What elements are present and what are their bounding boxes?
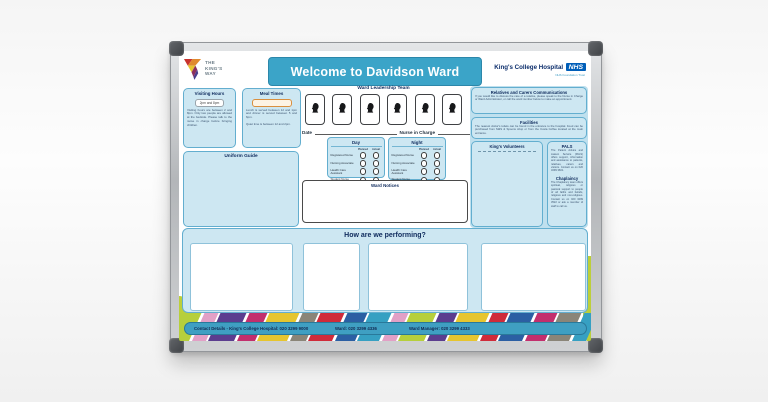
count-circle [373,160,380,167]
day-table-title: Day [331,140,382,147]
count-circle [421,152,428,159]
volunteers-title: King's Volunteers [489,144,525,149]
count-circle [434,168,441,175]
row-label: Health Care Assistant [330,167,346,175]
nhs-logo-block [494,63,586,77]
kings-way-line3: WAY [205,71,216,76]
footer-contact-bar [184,322,587,335]
facilities-panel [471,117,587,139]
actual-column-header: Actual [372,147,380,151]
footer-ward-number: Ward: 020 3299 4336 [335,326,377,332]
staff-photo-frame [332,94,352,125]
volunteers-write-line [478,151,536,152]
row-label: Nursing Associate [330,161,354,166]
kings-way-line1: THE [205,60,216,65]
performance-chart-placeholder [368,243,468,311]
footer-contact: Contact Details - King's College Hospital: 020 3299 9000 [194,326,309,332]
nurse-write-line [438,129,472,135]
performance-title: How are we performing? [344,232,426,239]
performance-chart-placeholder [481,243,586,311]
row-label: Registered Nurse [330,152,353,157]
count-circle [434,152,441,159]
person-silhouette-icon [336,100,348,119]
ward-notices-title: Ward Notices [371,183,399,188]
uniform-guide-panel [183,151,299,227]
footer-ward-manager: Ward Manager: 020 3299 4333 [409,326,470,332]
kings-way-wordmark [205,57,222,85]
planned-column-header: Planned [418,147,430,151]
meal-times-body2: Quiet time is between 12 and 2pm. [246,121,291,126]
ward-title-banner: Welcome to Davidson Ward [268,57,482,86]
kings-way-line2: KING'S [205,65,223,71]
trust-name: NHS Foundation Trust [555,72,585,77]
frame-corner-cap [588,41,603,56]
board-surface [179,51,591,341]
relatives-body: If you would like to discuss the care of a relative, please speak to the Nurse in Charge or Ward Administrator, or call the ward number below to make an appointment. [475,93,583,102]
nhs-logo: NHS [566,63,586,71]
performance-chart-placeholder [303,243,360,311]
night-table-title: Night [392,140,443,147]
meal-times-body1: Lunch is served between 12 and 1pm and dinner is served between 5 and 6pm. [246,107,297,120]
count-circle [360,152,367,159]
pals-title: PALS [561,144,573,149]
ward-whiteboard [170,42,602,352]
visiting-hours-title: Visiting Hours [194,91,225,96]
staff-photo-frame [360,94,380,125]
staff-photo-frame [387,94,407,125]
person-silhouette-icon [364,100,376,119]
count-circle [421,168,428,175]
leadership-title: Ward Leadership Team [357,86,410,91]
date-row [302,129,472,135]
staff-photo-frame [442,94,462,125]
meal-times-panel [242,88,301,148]
hospital-name: King's College Hospital [494,63,564,71]
count-circle [434,160,441,167]
planned-column-header: Planned [357,147,369,151]
meal-times-title: Meal Times [259,91,284,96]
count-circle [360,160,367,167]
row-label: Registered Nurse [391,152,414,157]
date-label: Date [302,130,312,135]
row-label: Health Care Assistant [391,167,407,175]
staff-photo-frame [415,94,435,125]
frame-corner-cap [169,41,184,56]
staffing-table-day [327,137,385,178]
count-circle [421,160,428,167]
nurse-in-charge-label: Nurse in Charge [399,130,435,135]
count-circle [373,168,380,175]
count-circle [360,168,367,175]
actual-column-header: Actual [433,147,441,151]
chaplaincy-body: The Chaplaincy team offers spiritual, religious or pastoral support to people of all faiths and beliefs, religious and non-religious. Contact us on 020 3299 3522 or ask a member of staff to call us. [551,181,583,208]
performance-chart-placeholder [190,243,293,311]
date-write-line [315,129,397,135]
staffing-table-night [388,137,446,180]
visiting-hours-panel [183,88,236,148]
pals-body: The Patient Advice and Liaison Service (PALS) offers support, information and assistance to patients, relatives, carers and visitors. Contact us on 020 3299 3601. [551,149,583,173]
meal-times-badge [252,99,292,107]
facilities-title: Facilities [520,119,538,125]
performance-panel [182,228,588,313]
person-silhouette-icon [446,100,458,119]
kings-way-flag-icon [183,57,202,80]
chaplaincy-title: Chaplaincy [555,175,579,181]
person-silhouette-icon [309,100,321,119]
pals-panel [547,141,587,227]
ward-notices-box [302,180,468,223]
staff-photo-frame [305,94,325,125]
relatives-title: Relatives and Carers Communications [490,89,568,95]
leadership-photo-row [305,94,462,125]
person-silhouette-icon [391,100,403,119]
visiting-hours-body: Visiting hours are between 2 and 8pm. Only two people are allowed at the bedside. Please talk to the nurse in charge before bringing children. [187,107,232,127]
volunteers-panel [471,141,543,227]
count-circle [373,152,380,159]
person-silhouette-icon [419,100,431,119]
row-label: Nursing Associate [391,161,415,166]
visiting-hours-badge: 2pm and 8pm [195,99,225,107]
kings-way-logo [183,57,243,85]
uniform-guide-title: Uniform Guide [224,154,258,159]
relatives-panel [471,87,587,114]
facilities-body: The nearest visitor's toilets can be found in the entrance to the hospital. Food can be purchased from M&S & Spoons shop or from the Costa Coffee located at the main entrance. [475,123,583,135]
